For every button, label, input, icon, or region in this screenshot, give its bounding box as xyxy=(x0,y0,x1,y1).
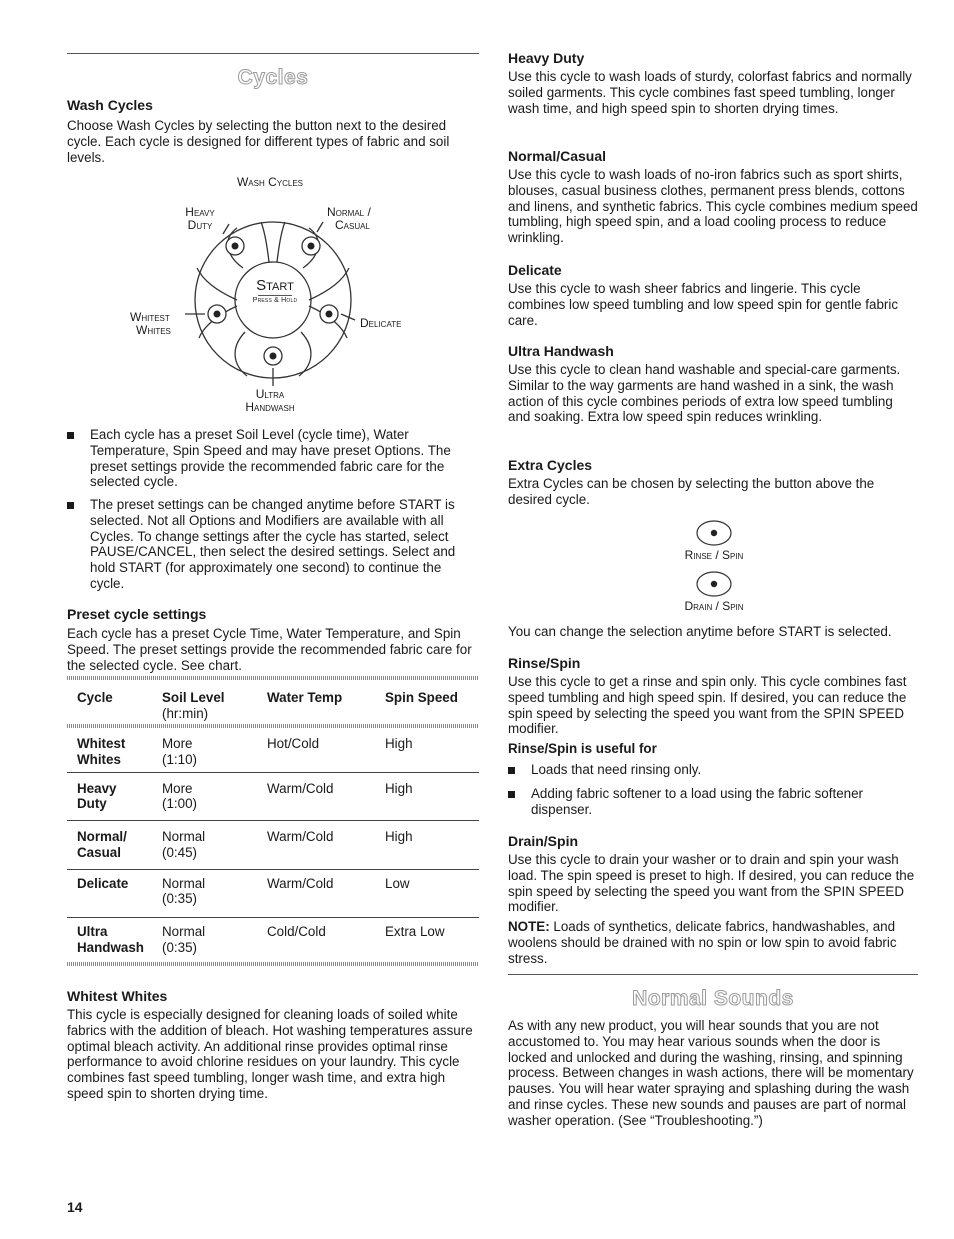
table-header-row xyxy=(67,680,479,724)
dial-label-normal-casual: Normal / Casual xyxy=(327,205,371,232)
change-selection-text: You can change the selection anytime before START is selected. xyxy=(508,624,892,639)
whitest-whites-heading: Whitest Whites xyxy=(67,988,168,1004)
drain-spin-text: Use this cycle to drain your washer or to drain and spin your wash load. The spin speed is preset to high. If desired, you can reduce the spin speed by selecting the speed you want from the SPIN SPEED modifier. xyxy=(508,852,915,915)
dial-label-ultra-handwash: Ultra Handwash xyxy=(245,387,295,414)
ultra-handwash-heading: Ultra Handwash xyxy=(508,343,614,359)
wash-cycles-text: Choose Wash Cycles by selecting the button next to the desired cycle. Each cycle is designed for different types of fabric and soil levels. xyxy=(67,118,450,165)
drain-spin-heading: Drain/Spin xyxy=(508,833,579,849)
rinse-spin-button[interactable] xyxy=(695,519,733,547)
start-button[interactable] xyxy=(247,267,303,323)
table-bottom-border xyxy=(67,962,479,966)
table-row: Heavy Duty More (1:00) Warm/Cold High xyxy=(77,780,413,812)
rinse-spin-label: Rinse / Spin xyxy=(684,548,744,562)
page-number: 14 xyxy=(67,1199,83,1215)
rinse-spin-useful-heading: Rinse/Spin is useful for xyxy=(508,741,657,756)
dial-label-delicate: Delicate xyxy=(360,316,402,330)
preset-bullet-1: Each cycle has a preset Soil Level (cycle time), Water Temperature, Spin Speed and may have preset Options. The preset settings provide the recommended fabric care for the selected cycle. xyxy=(67,427,476,490)
dial-label-whitest-whites: Whitest Whites xyxy=(130,310,171,337)
cycles-title: Cycles xyxy=(237,66,309,89)
rinse-bullet-2: Adding fabric softener to a load using the fabric softener dispenser. xyxy=(508,786,911,818)
preset-settings-text: Each cycle has a preset Cycle Time, Water Temperature, and Spin Speed. The preset settings provide the recommended fabric care for the selected cycle. See chart. xyxy=(67,626,472,673)
preset-bullet-2: The preset settings can be changed anytime before START is selected. Not all Options and Modifiers are available with all Cycles. To change settings after the cycle has started, select PAUSE/CANCEL, then select the desired settings. Select and hold START (for approximately one second) to continue the cycle. xyxy=(67,497,476,592)
heavy-duty-heading: Heavy Duty xyxy=(508,50,585,66)
header-spin-speed: Spin Speed xyxy=(385,690,458,705)
extra-cycles-heading: Extra Cycles xyxy=(508,457,593,473)
drain-spin-button[interactable] xyxy=(695,570,733,598)
start-underline xyxy=(258,295,292,296)
header-cycle: Cycle xyxy=(77,690,113,705)
delicate-text: Use this cycle to wash sheer fabrics and lingerie. This cycle combines low speed tumbling and low speed spin for gentle fabric care. xyxy=(508,281,899,328)
header-water-temp: Water Temp xyxy=(267,690,343,705)
note-label: NOTE: xyxy=(508,919,550,934)
whitest-whites-text: This cycle is especially designed for cleaning loads of soiled white fabrics with the addition of bleach. Hot washing temperatures assure optimal bleach activity. An additional rinse provides optimal rinse performance to avoid chlorine residues on your laundry. This cycle combines fast speed tumbling, longer wash time, and extra high speed spin to shorten drying time. xyxy=(67,1007,473,1101)
dial-title: Wash Cycles xyxy=(236,175,303,189)
rinse-bullet-1: Loads that need rinsing only. xyxy=(508,762,911,778)
start-label: Start xyxy=(256,277,294,294)
normal-sounds-text: As with any new product, you will hear sounds that you are not accustomed to. You may hear various sounds when the door is locked and unlocked and during the washing, rinsing, and spinning process. Between changes in wash actions, there will be momentary pauses. You will hear water spraying and splashing during the wash and rinse cycles. These new sounds and pauses are part of normal washer operation. (See “Troubleshooting.”) xyxy=(508,1018,914,1128)
normal-sounds-rule xyxy=(508,974,918,975)
press-hold-label: Press & Hold xyxy=(252,297,298,304)
table-row: Whitest Whites More (1:10) Hot/Cold High xyxy=(77,736,413,767)
table-row: Delicate Normal (0:35) Warm/Cold Low xyxy=(77,875,410,907)
extra-cycles-text: Extra Cycles can be chosen by selecting the button above the desired cycle. xyxy=(508,476,875,507)
normal-sounds-title: Normal Sounds xyxy=(632,987,794,1010)
note-text: NOTE: Loads of synthetics, delicate fabrics, handwashables, and woolens should be drained with no spin or low spin to avoid fabric stress. xyxy=(508,919,897,966)
ultra-handwash-text: Use this cycle to clean hand washable and special-care garments. Similar to the way garments are hand washed in a sink, the wash action of this cycle combines periods of extra low speed tumbling and soaking. Extra low speed spin reduces wrinkling. xyxy=(508,362,901,425)
preset-settings-heading: Preset cycle settings xyxy=(67,606,207,622)
heavy-duty-text: Use this cycle to wash loads of sturdy, colorfast fabrics and normally soiled garments. This cycle combines fast speed tumbling, longer wash time, and high speed spin to shorten drying times. xyxy=(508,69,912,116)
rinse-spin-heading: Rinse/Spin xyxy=(508,655,581,671)
top-rule-left xyxy=(67,53,479,54)
normal-casual-text: Use this cycle to wash loads of no-iron fabrics such as sport shirts, blouses, casual business clothes, permanent press blends, cottons and linens, and synthetic fabrics. This cycle combines medium speed tumbling, high speed spin, and a load cooling process to reduce wrinkling. xyxy=(508,167,918,246)
drain-spin-label: Drain / Spin xyxy=(684,599,744,613)
table-row: Ultra Handwash Normal (0:35) Cold/Cold Extra Low xyxy=(77,924,445,955)
cycle-settings-table xyxy=(67,676,479,966)
rinse-spin-text: Use this cycle to get a rinse and spin only. This cycle combines fast speed tumbling and high speed spin. If desired, you can reduce the spin speed by selecting the speed you want from the SPIN SPEED modifier. xyxy=(508,674,907,737)
table-row: Normal/ Casual Normal (0:45) Warm/Cold High xyxy=(77,829,413,860)
delicate-heading: Delicate xyxy=(508,262,562,278)
wash-cycles-heading: Wash Cycles xyxy=(67,97,153,113)
normal-casual-heading: Normal/Casual xyxy=(508,148,607,164)
header-soil-level: Soil Level (hr:min) xyxy=(162,690,225,721)
dial-label-heavy-duty: Heavy Duty xyxy=(185,205,215,232)
